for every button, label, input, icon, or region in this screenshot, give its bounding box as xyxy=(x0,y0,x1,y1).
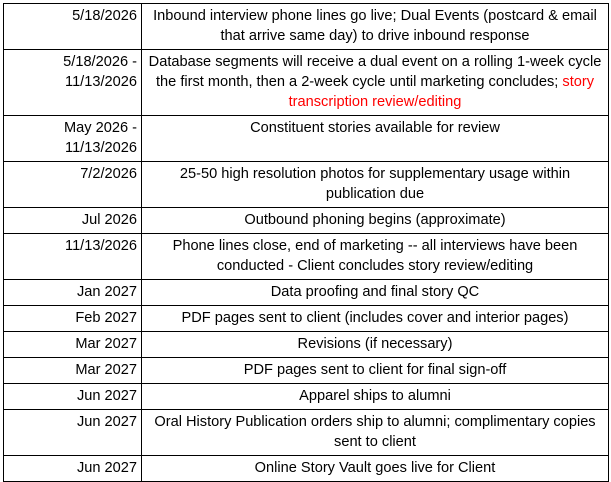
table-row xyxy=(4,234,609,280)
table-row xyxy=(4,410,609,456)
date-cell: Jun 2027 xyxy=(4,410,142,456)
table-row xyxy=(4,280,609,306)
description-cell: Inbound interview phone lines go live; Dual Events (postcard & email that arrive same day) to drive inbound response xyxy=(142,4,609,50)
date-cell: Mar 2027 xyxy=(4,358,142,384)
date-cell: 5/18/2026 xyxy=(4,4,142,50)
table-row xyxy=(4,456,609,482)
description-cell: PDF pages sent to client for final sign-off xyxy=(142,358,609,384)
table-row xyxy=(4,4,609,50)
description-cell: PDF pages sent to client (includes cover and interior pages) xyxy=(142,306,609,332)
table-row xyxy=(4,162,609,208)
description-cell xyxy=(142,50,609,116)
table-row xyxy=(4,116,609,162)
schedule-table xyxy=(3,3,609,482)
date-cell: 5/18/2026 - 11/13/2026 xyxy=(4,50,142,116)
date-cell: Feb 2027 xyxy=(4,306,142,332)
description-cell: Data proofing and final story QC xyxy=(142,280,609,306)
description-cell: Constituent stories available for review xyxy=(142,116,609,162)
date-cell: May 2026 - 11/13/2026 xyxy=(4,116,142,162)
date-cell: 11/13/2026 xyxy=(4,234,142,280)
table-row xyxy=(4,50,609,116)
date-cell: Jun 2027 xyxy=(4,384,142,410)
date-cell: Jul 2026 xyxy=(4,208,142,234)
description-cell: 25-50 high resolution photos for supplementary usage within publication due xyxy=(142,162,609,208)
date-cell: Jun 2027 xyxy=(4,456,142,482)
description-cell: Online Story Vault goes live for Client xyxy=(142,456,609,482)
description-cell: Oral History Publication orders ship to alumni; complimentary copies sent to client xyxy=(142,410,609,456)
highlighted-text: story transcription review/editing xyxy=(288,74,595,110)
date-cell: 7/2/2026 xyxy=(4,162,142,208)
table-row xyxy=(4,332,609,358)
table-row xyxy=(4,358,609,384)
date-cell: Mar 2027 xyxy=(4,332,142,358)
table-row xyxy=(4,208,609,234)
date-cell: Jan 2027 xyxy=(4,280,142,306)
description-cell: Outbound phoning begins (approximate) xyxy=(142,208,609,234)
description-cell: Apparel ships to alumni xyxy=(142,384,609,410)
description-text: Database segments will receive a dual event on a rolling 1-week cycle the first month, then a 2-week cycle until marketing concludes; xyxy=(148,54,602,90)
table-row xyxy=(4,384,609,410)
description-cell: Phone lines close, end of marketing -- all interviews have been conducted - Client concludes story review/editing xyxy=(142,234,609,280)
table-row xyxy=(4,306,609,332)
description-cell: Revisions (if necessary) xyxy=(142,332,609,358)
